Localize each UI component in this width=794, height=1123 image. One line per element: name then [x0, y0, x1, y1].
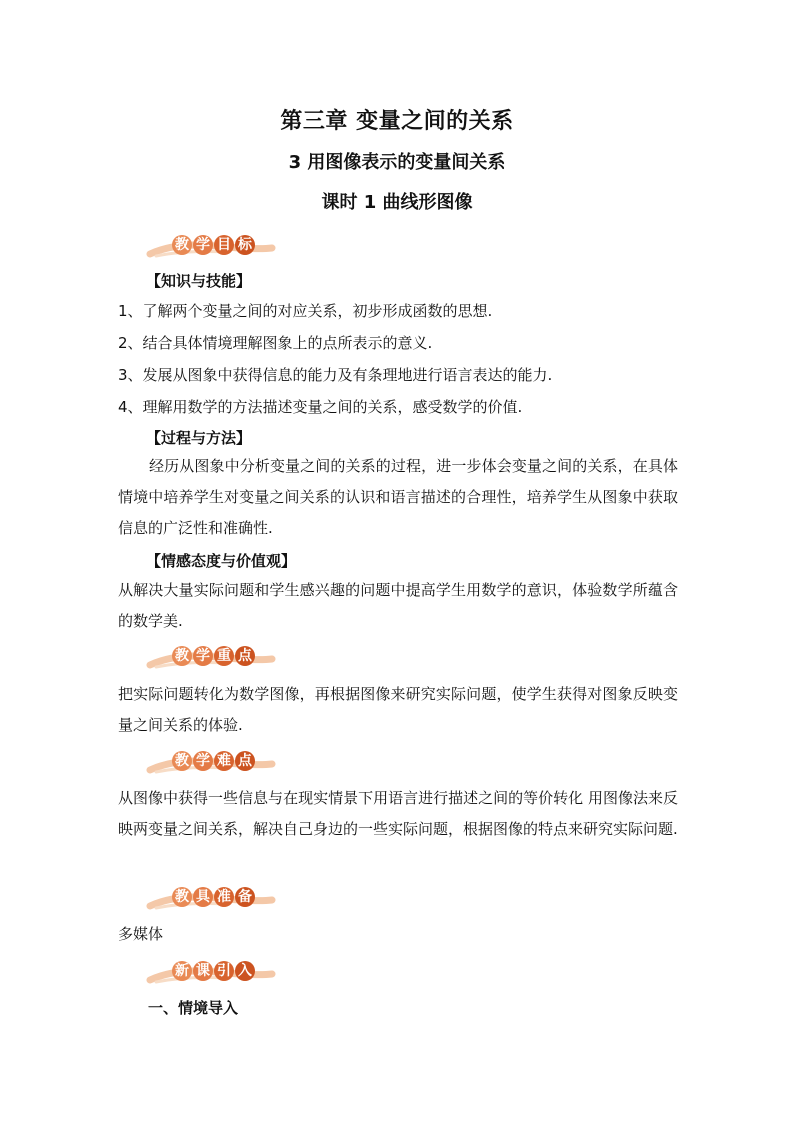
process-heading: 【过程与方法】: [146, 429, 252, 447]
knowledge-item-3: 3、发展从图象中获得信息的能力及有条理地进行语言表达的能力.: [118, 366, 553, 384]
badge-char: 学: [193, 751, 213, 771]
badge-char: 新: [172, 961, 192, 981]
key-points-badge: [146, 643, 276, 671]
badge-char: 课: [193, 961, 213, 981]
knowledge-item-1: 1、了解两个变量之间的对应关系，初步形成函数的思想.: [118, 302, 493, 320]
key-points-text: 把实际问题转化为数学图像，再根据图像来研究实际问题，使学生获得对图象反映变量之间关系的体验.: [118, 685, 678, 734]
difficulties-text: 从图像中获得一些信息与在现实情景下用语言进行描述之间的等价转化 用图像法来反映两变量之间关系，解决自己身边的一些实际问题，根据图像的特点来研究实际问题.: [118, 789, 678, 838]
process-text: 经历从图象中分析变量之间的关系的过程，进一步体会变量之间的关系，在具体情境中培养学生对变量之间关系的认识和语言描述的合理性，培养学生从图象中获取信息的广泛性和准确性.: [118, 457, 678, 537]
badge-char: 难: [214, 751, 234, 771]
badge-char: 目: [214, 235, 234, 255]
chapter-title: 第三章 变量之间的关系: [280, 109, 514, 134]
badge-char: 教: [172, 751, 192, 771]
badge-char: 学: [193, 235, 213, 255]
badge-char: 重: [214, 646, 234, 666]
badge-char: 备: [235, 887, 255, 907]
badge-char: 点: [235, 751, 255, 771]
tools-text: 多媒体: [118, 925, 164, 943]
attitude-heading: 【情感态度与价值观】: [146, 552, 297, 570]
intro-badge: [146, 958, 276, 986]
badge-char: 学: [193, 646, 213, 666]
badge-char: 引: [214, 961, 234, 981]
tools-badge: [146, 884, 276, 912]
knowledge-item-4: 4、理解用数学的方法描述变量之间的关系，感受数学的价值.: [118, 398, 523, 416]
knowledge-item-2: 2、结合具体情境理解图象上的点所表示的意义.: [118, 334, 433, 352]
badge-char: 具: [193, 887, 213, 907]
badge-char: 点: [235, 646, 255, 666]
lesson-title: 课时 1 曲线形图像: [321, 192, 473, 213]
badge-char: 准: [214, 887, 234, 907]
difficulties-badge: [146, 748, 276, 776]
badge-char: 教: [172, 887, 192, 907]
objectives-badge: [146, 232, 276, 260]
badge-char: 标: [235, 235, 255, 255]
intro-first-heading: 一、情境导入: [148, 999, 239, 1017]
attitude-text: 从解决大量实际问题和学生感兴趣的问题中提高学生用数学的意识，体验数学所蕴含的数学美.: [118, 581, 678, 630]
badge-char: 教: [172, 235, 192, 255]
badge-char: 教: [172, 646, 192, 666]
knowledge-heading: 【知识与技能】: [146, 272, 252, 290]
badge-char: 入: [235, 961, 255, 981]
section-title: 3 用图像表示的变量间关系: [288, 152, 506, 173]
